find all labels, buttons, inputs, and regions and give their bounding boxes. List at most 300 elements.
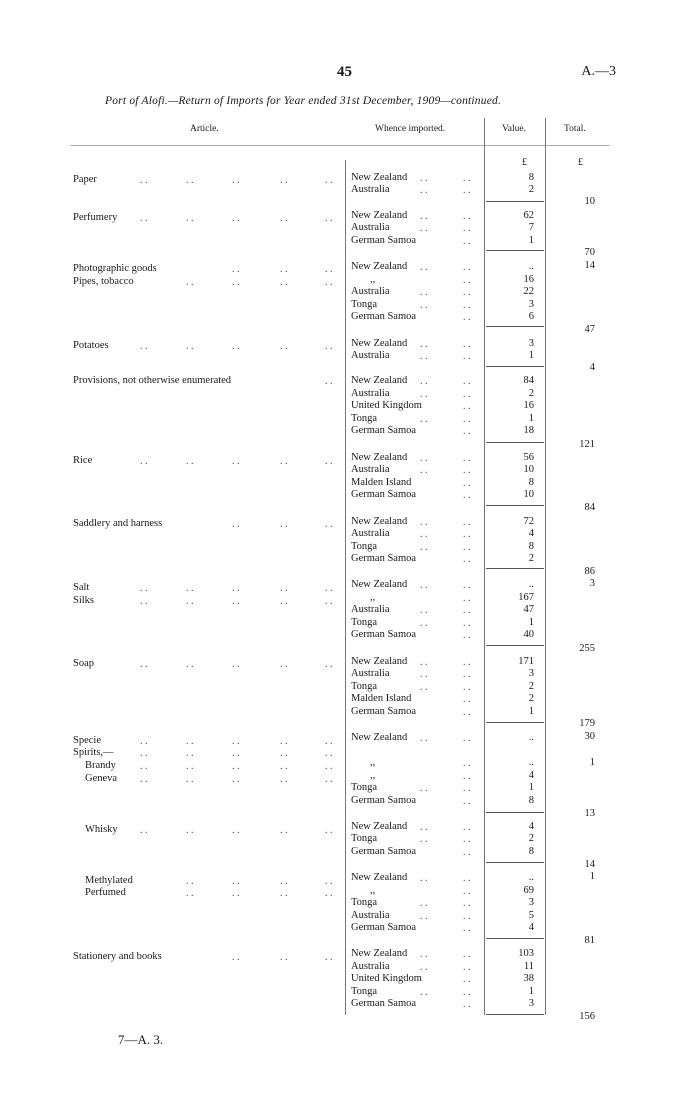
leader-dots: . . <box>420 300 428 311</box>
leader-dots: . . <box>420 376 428 387</box>
subtotal-rule <box>486 1014 544 1015</box>
leader-dots: . . <box>420 465 428 476</box>
origin-country: Tonga <box>351 299 378 310</box>
value-cell: 4 <box>528 922 534 933</box>
leader-dots: . . <box>280 341 288 352</box>
leader-dots: . . <box>463 962 471 973</box>
article-label: Pipes, tobacco <box>73 276 134 287</box>
subtotal-rule <box>486 862 544 863</box>
origin-country: ,, <box>370 274 376 285</box>
value-cell: 84 <box>523 375 534 386</box>
origin-country: Australia <box>351 350 390 361</box>
leader-dots: . . <box>463 630 471 641</box>
leader-dots: . . <box>232 341 240 352</box>
leader-dots: . . <box>463 529 471 540</box>
origin-country: German Samoa <box>351 846 417 857</box>
leader-dots: . . <box>463 682 471 693</box>
subtotal-rule <box>486 442 544 443</box>
origin-country: Australia <box>351 222 390 233</box>
value-cell: 56 <box>523 452 534 463</box>
origin-country: New Zealand <box>351 338 408 349</box>
leader-dots: . . <box>420 517 428 528</box>
value-cell: 1 <box>528 350 534 361</box>
leader-dots: . . <box>463 173 471 184</box>
value-cell: 22 <box>523 286 534 297</box>
total-cell: 84 <box>584 502 595 513</box>
value-cell: 69 <box>523 885 534 896</box>
leader-dots: . . <box>420 580 428 591</box>
leader-dots: . . <box>420 873 428 884</box>
leader-dots: . . <box>140 213 148 224</box>
leader-dots: . . <box>232 748 240 759</box>
table-title: Port of Alofi.—Return of Imports for Year ended 31st December, 1909—continued. <box>105 95 502 107</box>
value-cell: 2 <box>528 681 534 692</box>
value-cell: 40 <box>523 629 534 640</box>
leader-dots: . . <box>186 175 194 186</box>
origin-country: Tonga <box>351 413 378 424</box>
value-cell: .. <box>528 579 534 590</box>
leader-dots: . . <box>420 733 428 744</box>
article-label: Saddlery and harness <box>73 518 163 529</box>
value-cell: 1 <box>528 986 534 997</box>
origin-country: New Zealand <box>351 872 408 883</box>
leader-dots: . . <box>463 987 471 998</box>
leader-dots: . . <box>280 825 288 836</box>
leader-dots: . . <box>463 211 471 222</box>
leader-dots: . . <box>463 185 471 196</box>
total-cell: 4 <box>589 362 595 373</box>
leader-dots: . . <box>463 999 471 1010</box>
leader-dots: . . <box>420 351 428 362</box>
value-cell: 8 <box>528 541 534 552</box>
leader-dots: . . <box>420 389 428 400</box>
origin-country: New Zealand <box>351 375 408 386</box>
origin-country: ,, <box>370 757 376 768</box>
origin-country: New Zealand <box>351 516 408 527</box>
leader-dots: . . <box>140 748 148 759</box>
leader-dots: . . <box>463 339 471 350</box>
value-cell: 2 <box>528 833 534 844</box>
leader-dots: . . <box>280 175 288 186</box>
leader-dots: . . <box>232 213 240 224</box>
leader-dots: . . <box>280 659 288 670</box>
total-cell: 179 <box>579 718 595 729</box>
leader-dots: . . <box>232 825 240 836</box>
leader-dots: . . <box>280 264 288 275</box>
leader-dots: . . <box>463 694 471 705</box>
leader-dots: . . <box>463 669 471 680</box>
leader-dots: . . <box>186 888 194 899</box>
article-label: Paper <box>73 174 97 185</box>
value-cell: 5 <box>528 910 534 921</box>
origin-country: Tonga <box>351 782 378 793</box>
leader-dots: . . <box>463 414 471 425</box>
total-currency: £ <box>578 157 583 168</box>
value-cell: 4 <box>528 770 534 781</box>
leader-dots: . . <box>463 312 471 323</box>
total-cell: 10 <box>584 196 595 207</box>
leader-dots: . . <box>186 659 194 670</box>
leader-dots: . . <box>463 478 471 489</box>
leader-dots: . . <box>420 962 428 973</box>
leader-dots: . . <box>232 774 240 785</box>
leader-dots: . . <box>325 175 333 186</box>
total-cell: 14 <box>584 260 595 271</box>
subtotal-rule <box>486 568 544 569</box>
total-cell: 70 <box>584 247 595 258</box>
leader-dots: . . <box>420 822 428 833</box>
value-cell: 18 <box>523 425 534 436</box>
origin-country: New Zealand <box>351 732 408 743</box>
subtotal-rule <box>486 722 544 723</box>
total-cell: 1 <box>589 871 595 882</box>
leader-dots: . . <box>420 223 428 234</box>
leader-dots: . . <box>420 783 428 794</box>
leader-dots: . . <box>463 873 471 884</box>
leader-dots: . . <box>420 529 428 540</box>
total-cell: 1 <box>589 757 595 768</box>
article-label: Spirits,— <box>73 747 114 758</box>
leader-dots: . . <box>420 898 428 909</box>
header-rule <box>70 145 610 146</box>
article-label: Brandy <box>85 760 116 771</box>
leader-dots: . . <box>420 185 428 196</box>
leader-dots: . . <box>325 456 333 467</box>
leader-dots: . . <box>186 761 194 772</box>
leader-dots: . . <box>280 761 288 772</box>
leader-dots: . . <box>463 376 471 387</box>
origin-country: Australia <box>351 184 390 195</box>
origin-country: Australia <box>351 668 390 679</box>
leader-dots: . . <box>232 952 240 963</box>
leader-dots: . . <box>463 275 471 286</box>
leader-dots: . . <box>140 825 148 836</box>
leader-dots: . . <box>420 987 428 998</box>
origin-country: Tonga <box>351 617 378 628</box>
leader-dots: . . <box>325 748 333 759</box>
origin-country: New Zealand <box>351 948 408 959</box>
origin-country: Australia <box>351 910 390 921</box>
leader-dots: . . <box>140 175 148 186</box>
origin-country: German Samoa <box>351 795 417 806</box>
leader-dots: . . <box>280 736 288 747</box>
origin-country: German Samoa <box>351 706 417 717</box>
leader-dots: . . <box>186 825 194 836</box>
origin-country: Australia <box>351 388 390 399</box>
article-label: Soap <box>73 658 94 669</box>
leader-dots: . . <box>420 453 428 464</box>
leader-dots: . . <box>280 583 288 594</box>
leader-dots: . . <box>186 774 194 785</box>
subtotal-rule <box>486 201 544 202</box>
leader-dots: . . <box>140 761 148 772</box>
origin-country: Tonga <box>351 833 378 844</box>
leader-dots: . . <box>232 175 240 186</box>
value-cell: 6 <box>528 311 534 322</box>
value-cell: 3 <box>528 897 534 908</box>
leader-dots: . . <box>463 911 471 922</box>
value-cell: 3 <box>528 338 534 349</box>
origin-country: Tonga <box>351 897 378 908</box>
leader-dots: . . <box>420 657 428 668</box>
leader-dots: . . <box>325 376 333 387</box>
leader-dots: . . <box>280 876 288 887</box>
leader-dots: . . <box>232 876 240 887</box>
article-label: Provisions, not otherwise enumerated <box>73 375 232 386</box>
origin-country: Australia <box>351 528 390 539</box>
value-cell: 2 <box>528 553 534 564</box>
leader-dots: . . <box>463 796 471 807</box>
leader-dots: . . <box>463 974 471 985</box>
leader-dots: . . <box>280 748 288 759</box>
article-label: Specie <box>73 735 101 746</box>
leader-dots: . . <box>140 659 148 670</box>
leader-dots: . . <box>463 490 471 501</box>
column-header-value: Value. <box>502 124 527 134</box>
leader-dots: . . <box>420 605 428 616</box>
leader-dots: . . <box>325 659 333 670</box>
leader-dots: . . <box>463 426 471 437</box>
leader-dots: . . <box>186 213 194 224</box>
value-cell: 16 <box>523 400 534 411</box>
document-ref: A.—3 <box>581 64 616 79</box>
value-cell: 16 <box>523 274 534 285</box>
article-label: Geneva <box>85 773 118 784</box>
leader-dots: . . <box>140 596 148 607</box>
leader-dots: . . <box>420 949 428 960</box>
leader-dots: . . <box>463 605 471 616</box>
leader-dots: . . <box>325 876 333 887</box>
leader-dots: . . <box>140 456 148 467</box>
value-cell: 72 <box>523 516 534 527</box>
value-cell: .. <box>528 757 534 768</box>
origin-country: ,, <box>370 770 376 781</box>
value-currency: £ <box>522 157 527 168</box>
origin-country: German Samoa <box>351 629 417 640</box>
origin-country: German Samoa <box>351 489 417 500</box>
subtotal-rule <box>486 505 544 506</box>
origin-country: Australia <box>351 961 390 972</box>
leader-dots: . . <box>186 456 194 467</box>
origin-country: German Samoa <box>351 922 417 933</box>
value-cell: 1 <box>528 235 534 246</box>
total-cell: 47 <box>584 324 595 335</box>
leader-dots: . . <box>325 596 333 607</box>
origin-country: Australia <box>351 286 390 297</box>
value-cell: 8 <box>528 477 534 488</box>
origin-country: New Zealand <box>351 821 408 832</box>
leader-dots: . . <box>186 583 194 594</box>
value-cell: 1 <box>528 617 534 628</box>
leader-dots: . . <box>280 596 288 607</box>
value-cell: .. <box>528 872 534 883</box>
article-label: Whisky <box>85 824 118 835</box>
origin-country: New Zealand <box>351 172 408 183</box>
leader-dots: . . <box>280 952 288 963</box>
origin-country: Malden Island <box>351 693 412 704</box>
article-label: Silks <box>73 595 95 606</box>
article-label: Potatoes <box>73 340 109 351</box>
leader-dots: . . <box>232 456 240 467</box>
leader-dots: . . <box>186 277 194 288</box>
leader-dots: . . <box>420 618 428 629</box>
leader-dots: . . <box>463 733 471 744</box>
article-label: Perfumed <box>85 887 126 898</box>
leader-dots: . . <box>325 341 333 352</box>
value-cell: 38 <box>523 973 534 984</box>
leader-dots: . . <box>232 736 240 747</box>
value-cell: 10 <box>523 464 534 475</box>
column-header-article: Article. <box>190 124 219 134</box>
total-cell: 13 <box>584 808 595 819</box>
leader-dots: . . <box>420 911 428 922</box>
leader-dots: . . <box>463 923 471 934</box>
origin-country: German Samoa <box>351 235 417 246</box>
value-cell: 11 <box>523 961 534 972</box>
leader-dots: . . <box>280 519 288 530</box>
subtotal-rule <box>486 645 544 646</box>
leader-dots: . . <box>280 213 288 224</box>
leader-dots: . . <box>420 834 428 845</box>
origin-country: Tonga <box>351 681 378 692</box>
leader-dots: . . <box>325 583 333 594</box>
leader-dots: . . <box>325 774 333 785</box>
leader-dots: . . <box>325 213 333 224</box>
origin-country: Malden Island <box>351 477 412 488</box>
total-cell: 121 <box>579 439 595 450</box>
leader-dots: . . <box>325 888 333 899</box>
value-cell: 47 <box>523 604 534 615</box>
leader-dots: . . <box>420 173 428 184</box>
origin-country: ,, <box>370 592 376 603</box>
leader-dots: . . <box>463 847 471 858</box>
origin-country: United Kingdom <box>351 973 422 984</box>
total-cell: 156 <box>579 1011 595 1022</box>
origin-country: New Zealand <box>351 656 408 667</box>
value-cell: 7 <box>528 222 534 233</box>
subtotal-rule <box>486 366 544 367</box>
leader-dots: . . <box>420 669 428 680</box>
value-cell: 8 <box>528 795 534 806</box>
leader-dots: . . <box>325 519 333 530</box>
leader-dots: . . <box>463 223 471 234</box>
origin-country: Tonga <box>351 986 378 997</box>
page-number: 45 <box>337 64 352 80</box>
leader-dots: . . <box>463 465 471 476</box>
origin-country: German Samoa <box>351 998 417 1009</box>
leader-dots: . . <box>463 287 471 298</box>
leader-dots: . . <box>463 783 471 794</box>
leader-dots: . . <box>325 736 333 747</box>
value-cell: 4 <box>528 821 534 832</box>
leader-dots: . . <box>463 389 471 400</box>
value-cell: .. <box>528 261 534 272</box>
origin-country: New Zealand <box>351 579 408 590</box>
value-cell: 167 <box>518 592 534 603</box>
value-cell: 10 <box>523 489 534 500</box>
origin-country: German Samoa <box>351 311 417 322</box>
value-cell: 62 <box>523 210 534 221</box>
value-cell: 3 <box>528 998 534 1009</box>
value-cell: 1 <box>528 706 534 717</box>
leader-dots: . . <box>463 542 471 553</box>
leader-dots: . . <box>420 414 428 425</box>
leader-dots: . . <box>420 211 428 222</box>
leader-dots: . . <box>232 596 240 607</box>
leader-dots: . . <box>280 888 288 899</box>
value-cell: 3 <box>528 299 534 310</box>
leader-dots: . . <box>186 736 194 747</box>
value-cell: 103 <box>518 948 534 959</box>
origin-country: New Zealand <box>351 210 408 221</box>
column-divider-whence <box>484 118 485 1015</box>
article-label: Photographic goods <box>73 263 157 274</box>
origin-country: New Zealand <box>351 261 408 272</box>
leader-dots: . . <box>186 341 194 352</box>
leader-dots: . . <box>463 758 471 769</box>
leader-dots: . . <box>186 596 194 607</box>
article-label: Stationery and books <box>73 951 162 962</box>
leader-dots: . . <box>463 453 471 464</box>
leader-dots: . . <box>420 339 428 350</box>
leader-dots: . . <box>463 898 471 909</box>
column-header-total: Total. <box>564 124 586 134</box>
leader-dots: . . <box>463 707 471 718</box>
subtotal-rule <box>486 812 544 813</box>
leader-dots: . . <box>280 774 288 785</box>
leader-dots: . . <box>463 834 471 845</box>
value-cell: 1 <box>528 782 534 793</box>
leader-dots: . . <box>463 401 471 412</box>
leader-dots: . . <box>232 583 240 594</box>
subtotal-rule <box>486 938 544 939</box>
total-cell: 3 <box>589 578 595 589</box>
origin-country: Tonga <box>351 541 378 552</box>
leader-dots: . . <box>463 593 471 604</box>
leader-dots: . . <box>463 618 471 629</box>
leader-dots: . . <box>140 341 148 352</box>
leader-dots: . . <box>325 277 333 288</box>
leader-dots: . . <box>232 264 240 275</box>
leader-dots: . . <box>280 456 288 467</box>
leader-dots: . . <box>186 748 194 759</box>
origin-country: Australia <box>351 464 390 475</box>
leader-dots: . . <box>420 287 428 298</box>
value-cell: 171 <box>518 656 534 667</box>
leader-dots: . . <box>463 262 471 273</box>
leader-dots: . . <box>140 774 148 785</box>
leader-dots: . . <box>420 542 428 553</box>
article-label: Methylated <box>85 875 133 886</box>
leader-dots: . . <box>325 825 333 836</box>
leader-dots: . . <box>280 277 288 288</box>
value-cell: 8 <box>528 846 534 857</box>
leader-dots: . . <box>140 736 148 747</box>
leader-dots: . . <box>463 657 471 668</box>
total-cell: 30 <box>584 731 595 742</box>
origin-country: German Samoa <box>351 425 417 436</box>
leader-dots: . . <box>232 659 240 670</box>
origin-country: German Samoa <box>351 553 417 564</box>
value-cell: .. <box>528 732 534 743</box>
leader-dots: . . <box>232 519 240 530</box>
article-label: Rice <box>73 455 93 466</box>
leader-dots: . . <box>420 682 428 693</box>
leader-dots: . . <box>232 888 240 899</box>
leader-dots: . . <box>463 351 471 362</box>
leader-dots: . . <box>420 262 428 273</box>
leader-dots: . . <box>463 517 471 528</box>
